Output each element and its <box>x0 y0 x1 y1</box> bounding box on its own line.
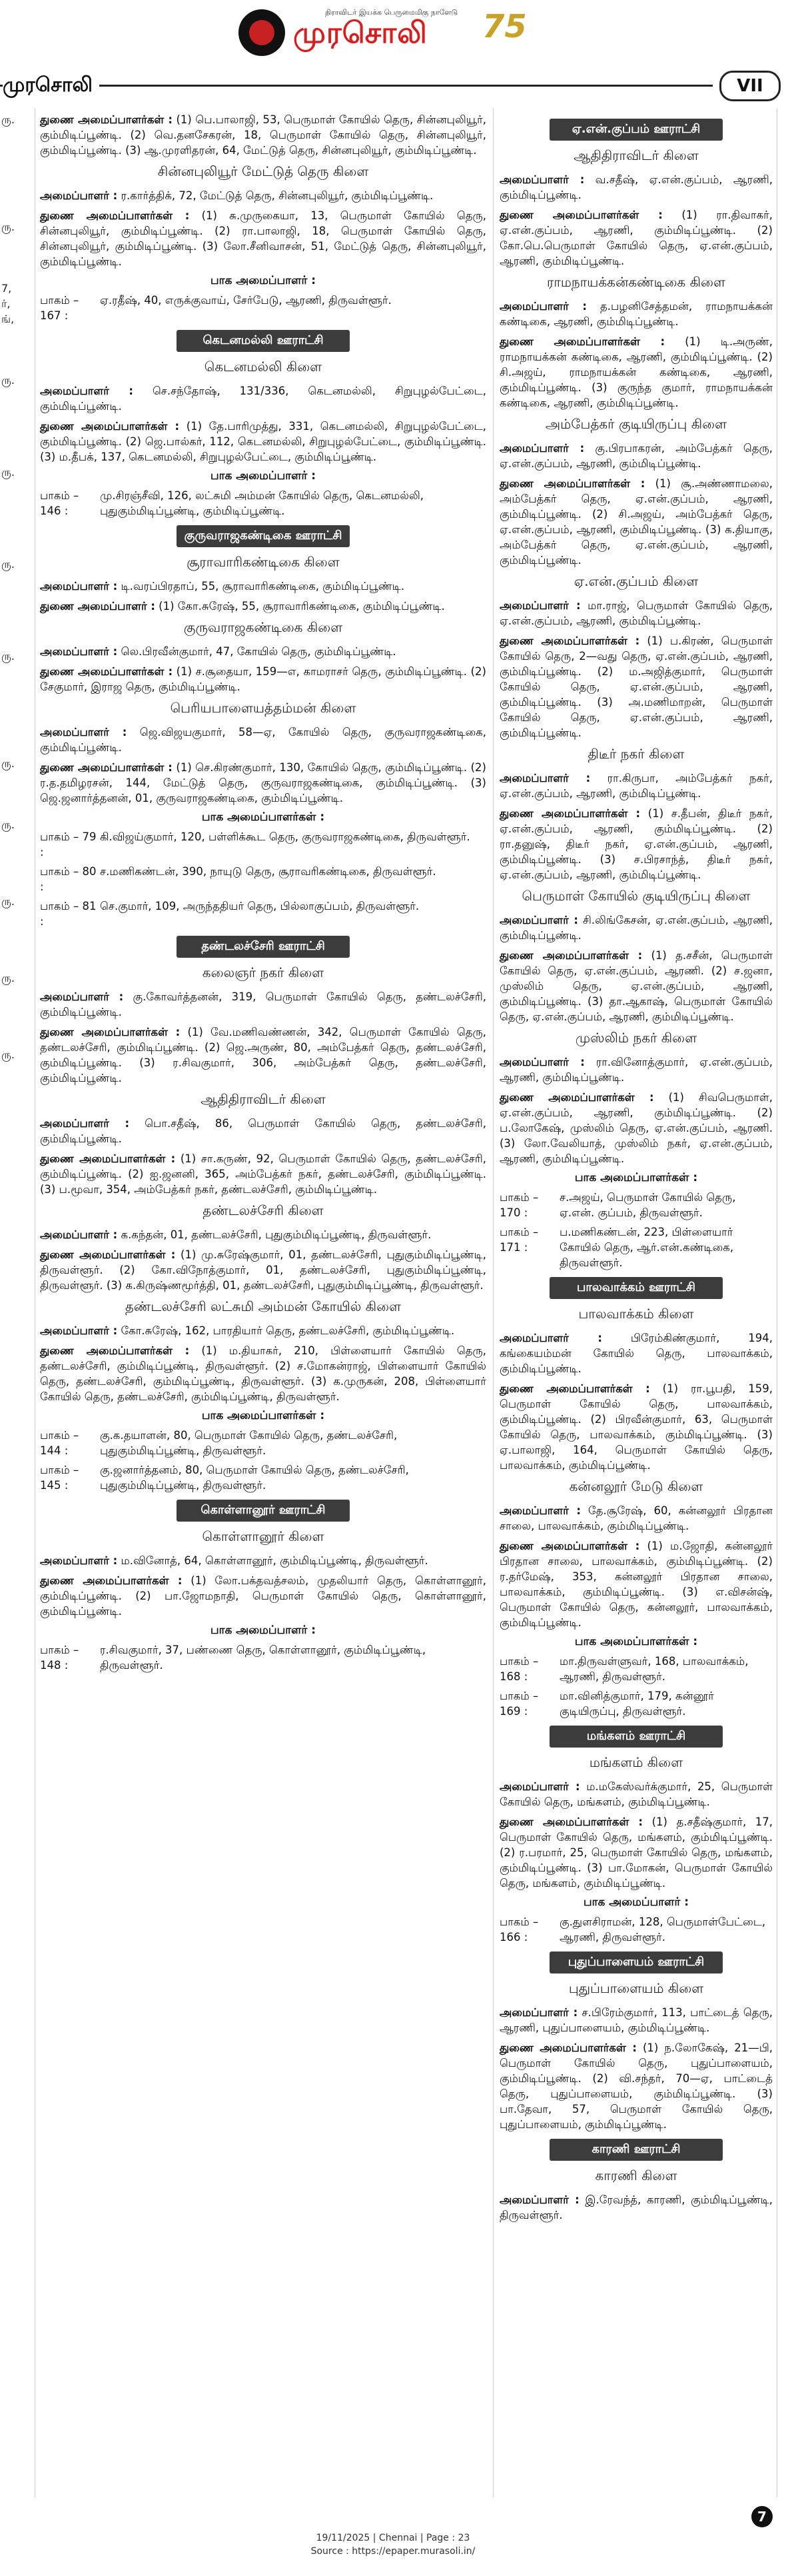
masthead <box>0 0 786 67</box>
booth-section-heading: பாக அமைப்பாளர் : <box>583 1896 689 1909</box>
member-details: செ.சந்தோஷ், 131/336, கெடனமல்லி, சிறுபுழல்பேட்டை, கும்மிடிப்பூண்டி. <box>40 385 486 413</box>
cropped-text-fragment <box>0 388 33 403</box>
rising-sun-emblem-icon <box>238 9 285 56</box>
cropped-text-fragment <box>0 419 33 434</box>
member-details: ரா.கிருபா, அம்பேத்கர் நகர், ஏ.என்.குப்பம், ஆரணி, கும்மிடிப்பூண்டி. <box>500 772 773 800</box>
role-label: துணை அமைப்பாளர்கள் : <box>500 1816 643 1828</box>
role-label: அமைப்பாளர் : <box>40 990 124 1003</box>
cropped-text-fragment <box>0 664 33 679</box>
booth-entry <box>500 1688 773 1719</box>
member-entry <box>40 1247 486 1293</box>
right-column <box>500 112 773 2227</box>
member-details: (1) ச.சூதையா, 159—எ, காமராசர் தெரு, கும்மிடிப்பூண்டி. (2) சேகுமார், இராஜ தெரு, கும்மிடிப்பூண்டி. <box>40 665 486 693</box>
cropped-text-fragment <box>0 679 33 694</box>
cropped-text-fragment <box>0 158 33 173</box>
branch-heading: ஆதிதிராவிடர் கிளை <box>574 147 699 163</box>
booth-agent-details: செ.குமார், 109, அருந்ததியர் தெரு, பில்லாகுப்பம், திருவள்ளூர். <box>100 900 420 912</box>
booth-number: பாகம் – 170 : <box>500 1191 539 1219</box>
cropped-text-fragment: ரு. <box>1 895 15 908</box>
booth-entry <box>40 864 486 894</box>
member-details: (1) சிவபெருமாள், ஏ.என்.குப்பம், ஆரணி, கும்மிடிப்பூண்டி. (2) ப.லோகேஷ், முஸ்லிம் தெரு, ஏ.என்.குப்பம், ஆரணி. (3) லோ.வேலியாத், முஸ்லிம் நகர், ஏ.என்.குப்பம், ஆரணி, கும்மிடிப்பூண்டி. <box>500 1091 773 1165</box>
cropped-text-fragment <box>0 204 33 219</box>
booth-entry <box>40 829 486 860</box>
booth-number: பாகம் – 81 : <box>40 900 97 928</box>
member-details: (1) ம.தியாகர், 210, பிள்ளையார் கோயில் தெரு, தண்டலச்சேரி, கும்மிடிப்பூண்டி, திருவள்ளூர். (2) ச.மோகன்ராஜ், பிள்ளையார் கோயில் தெரு, தண்டலச்சேரி, கும்மிடிப்பூண்டி, திருவள்ளூர். (3) க.முருகன், 208, பிள்ளையார் கோயில் தெரு, தண்டலச்சேரி, கும்மிடிப்பூண்டி, திருவள்ளூர். <box>40 1344 486 1403</box>
cropped-text-fragment <box>0 1062 33 1078</box>
cropped-text-fragment <box>0 480 33 495</box>
branch-heading: மங்களம் கிளை <box>589 1754 683 1770</box>
booth-entry <box>500 1654 773 1684</box>
role-label: அமைப்பாளர் : <box>40 1228 118 1241</box>
role-label: அமைப்பாளர் : <box>500 300 587 313</box>
member-entry <box>40 724 486 755</box>
middle-column <box>40 112 486 1677</box>
branch-heading: தண்டலச்சேரி கிளை <box>202 1202 324 1218</box>
panchayat-heading: காரணி ஊராட்சி <box>550 2139 723 2161</box>
member-details: (1) ரா.திவாகர், ஏ.என்.குப்பம், ஆரணி, கும்மிடிப்பூண்டி. (2) கோ.பெ.பெருமாள் கோயில் தெரு, ஏ.என்.குப்பம், ஆரணி, கும்மிடிப்பூண்டி. <box>500 209 773 267</box>
member-details: வ.சதீஷ், ஏ.என்.குப்பம், ஆரணி, கும்மிடிப்பூண்டி. <box>500 173 773 201</box>
role-label: துணை அமைப்பாளர்கள் : <box>40 209 190 222</box>
member-entry <box>500 948 773 1024</box>
cropped-text-fragment: ரு. <box>1 972 15 984</box>
booth-number: பாகம் – 148 : <box>40 1644 79 1672</box>
branch-heading: பெருமாள் கோயில் குடியிருப்பு கிளை <box>522 888 751 904</box>
role-label: துணை அமைப்பாளர்கள் : <box>500 1382 650 1395</box>
cropped-text-fragment: ரு. <box>1 466 15 479</box>
cropped-text-fragment <box>0 878 33 894</box>
cropped-text-fragment <box>0 694 33 710</box>
member-details: கு.பிரபாகரன், அம்பேத்கர் தெரு, ஏ.என்.குப்பம், ஆரணி, கும்மிடிப்பூண்டி. <box>500 442 773 470</box>
member-details: (1) டி.அருண், ராமநாயக்கன் கண்டிகை, ஆரணி, கும்மிடிப்பூண்டி. (2) சி.அஜய், ராமநாயக்கன் கண்டிகை, ஆரணி, கும்மிடிப்பூண்டி. (3) குருந்த குமார், ராமநாயக்கன் கண்டிகை, ஆரணி, கும்மிடிப்பூண்டி. <box>500 335 773 409</box>
role-label: அமைப்பாளர் : <box>40 1117 130 1130</box>
member-details: பொ.சதீஷ், 86, பெருமாள் கோயில் தெரு, தண்டலச்சேரி, கும்மிடிப்பூண்டி. <box>40 1117 486 1145</box>
panchayat-heading: தண்டலச்சேரி ஊராட்சி <box>177 936 350 958</box>
cropped-text-fragment: ரு. <box>1 650 15 662</box>
newspaper-logo[interactable] <box>238 7 552 60</box>
cropped-text-fragment <box>0 909 33 924</box>
branch-heading: கன்னலூர் மேடு கிளை <box>569 1478 703 1494</box>
member-details: பிரேம்கிண்குமார், 194, கங்கையம்மன் கோயில் தெரு, பாலவாக்கம், கும்மிடிப்பூண்டி. <box>500 1332 773 1375</box>
booth-agent-details: கு.ஜனார்த்தனம், 80, பெருமாள் கோயில் தெரு, தண்டலச்சேரி, புதுகும்மிடிப்பூண்டி, திருவள்ளூர். <box>100 1464 409 1492</box>
cropped-text-fragment <box>0 143 33 158</box>
cropped-text-fragment <box>0 342 33 357</box>
panchayat-heading: புதுப்பாளையம் ஊராட்சி <box>550 1951 723 1973</box>
member-entry <box>500 172 773 203</box>
member-details: (1) த.சசீன், பெருமாள் கோயில் தெரு, ஏ.என்.குப்பம், ஆரணி. (2) ச.ஜனா, முஸ்லிம் தெரு, ஏ.என்.குப்பம், ஆரணி, கும்மிடிப்பூண்டி. (3) தா.ஆகாஷ், பெருமாள் கோயில் தெரு, ஏ.என்.குப்பம், ஆரணி, கும்மிடிப்பூண்டி. <box>500 949 773 1023</box>
member-entry <box>500 1814 773 1891</box>
cropped-text-fragment: ரு. <box>1 558 15 571</box>
cropped-text-fragment: ரு. <box>1 1048 15 1061</box>
member-details: (1) கோ.சுரேஷ், 55, சூராவாரிகண்டிகை, கும்மிடிப்பூண்டி. <box>155 600 445 613</box>
member-details: (1) த.சதீஷ்குமார், 17, பெருமாள் கோயில் தெரு, மங்களம், கும்மிடிப்பூண்டி. (2) ர.பரமார், 25, பெருமாள் கோயில் தெரு, மங்களம், கும்மிடிப்பூண்டி. (3) பா.மோகன், பெருமாள் கோயில் தெரு, மங்களம், கும்மிடிப்பூண்டி. <box>500 1816 773 1890</box>
booth-section-heading: பாக அமைப்பாளர்கள் : <box>574 1171 698 1184</box>
branch-heading: ஏ.என்.குப்பம் கிளை <box>574 573 699 589</box>
member-entry <box>500 207 773 269</box>
role-label: துணை அமைப்பாளர்கள் : <box>500 949 643 962</box>
booth-section-heading: பாக அமைப்பாளர் : <box>210 469 316 483</box>
role-label: துணை அமைப்பாளர்கள் : <box>40 1026 181 1038</box>
masthead-tagline: திராவிடர் இயக்க பெருமைமிகு நாளேடு <box>325 8 458 17</box>
cropped-text-fragment <box>0 495 33 511</box>
member-details: (1) தே.பாரிமுத்து, 331, கெடனமல்லி, சிறுபுழல்பேட்டை, கும்மிடிப்பூண்டி. (2) ஜெ.பால்கர், 112, கெடனமல்லி, சிறுபுழல்பேட்டை, கும்மிடிப்பூண்டி. (3) ம.தீபக், 137, கெடனமல்லி, சிறுபுழல்பேட்டை, கும்மிடிப்பூண்டி. <box>40 420 486 463</box>
role-label: துணை அமைப்பாளர்கள் : <box>40 1248 176 1261</box>
section-rule <box>0 85 713 87</box>
role-label: அமைப்பாளர் : <box>500 442 585 455</box>
booth-agent-details: ச.மணிகண்டன், 390, நாயுடு தெரு, சூராவரிகண்டிகை, திருவள்ளூர். <box>100 865 436 878</box>
role-label: அமைப்பாளர் : <box>500 2193 580 2206</box>
left-cropped-column <box>0 112 33 1108</box>
role-label: அமைப்பாளர் : <box>40 1324 118 1337</box>
cropped-text-fragment <box>0 327 33 342</box>
role-label: அமைப்பாளர் : <box>500 772 591 784</box>
cropped-text-fragment <box>0 250 33 265</box>
member-entry <box>40 208 486 269</box>
cropped-text-fragment <box>0 572 33 587</box>
role-label: துணை அமைப்பாளர்கள் : <box>40 113 173 126</box>
member-details: தே.சூரேஷ், 60, கன்னலூர் பிரதான சாலை, பாலவாக்கம், கும்மிடிப்பூண்டி. <box>500 1504 773 1532</box>
member-entry <box>500 1054 773 1085</box>
member-entry <box>500 476 773 568</box>
member-entry <box>500 1381 773 1473</box>
booth-number: பாகம் – 145 : <box>40 1464 79 1492</box>
role-label: அமைப்பாளர் : <box>40 1554 118 1567</box>
booth-agent-details: கு.துளசிராமன், 128, பெருமாள்பேட்டை, ஆரணி, திருவள்ளூர். <box>560 1916 766 1943</box>
role-label: துணை அமைப்பாளர்கள் : <box>40 420 180 433</box>
member-entry <box>40 383 486 414</box>
branch-heading: முஸ்லிம் நகர் கிளை <box>575 1030 697 1046</box>
cropped-text-fragment <box>0 848 33 863</box>
cropped-text-fragment <box>0 1078 33 1093</box>
cropped-text-fragment <box>0 449 33 465</box>
member-entry <box>500 633 773 740</box>
booth-agent-details: ர.சிவகுமார், 37, பண்ணை தெரு, கொள்ளானூர், கும்மிடிப்பூண்டி, திருவள்ளூர். <box>100 1644 426 1672</box>
booth-number: பாகம் – 80 : <box>40 865 97 893</box>
booth-number: பாகம் – 146 : <box>40 489 79 517</box>
masthead-title: முரசொலி <box>293 16 428 50</box>
booth-number: பாகம் – 144 : <box>40 1429 79 1457</box>
cropped-text-fragment <box>0 1001 33 1016</box>
member-details: (1) ந.லோகேஷ், 21—பி, பெருமாள் கோயில் தெரு, புதுப்பாளையம், கும்மிடிப்பூண்டி. (2) வி.சந்தர், 70—ஏ, பாட்டைத் தெரு, புதுப்பாளையம், கும்மிடிப்பூண்டி. (3) பா.தேவா, 57, பெருமாள் கோயில் தெரு, புதுப்பாளையம், கும்மிடிப்பூண்டி. <box>500 2041 773 2131</box>
booth-entry <box>500 1190 773 1220</box>
cropped-text-fragment: 7, <box>1 282 12 295</box>
booth-agent-details: ஏ.ரதீஷ், 40, எருக்குவாய், சேர்பேடு, ஆரணி, திருவள்ளூர். <box>100 294 392 307</box>
cropped-text-fragment <box>0 603 33 618</box>
member-details: கு.கோவர்த்தனன், 319, பெருமாள் கோயில் தெரு, தண்டலச்சேரி, கும்மிடிப்பூண்டி. <box>40 990 486 1018</box>
member-details: (1) சா.கருண், 92, பெருமாள் கோயில் தெரு, தண்டலச்சேரி, கும்மிடிப்பூண்டி. (2) ஐ.ஜனனி, 365, அம்பேத்கர் நகர், தண்டலச்சேரி, கும்மிடிப்பூண்டி. (3) ப.மூவா, 354, அம்பேத்கர் நகர், தண்டலச்சேரி, கும்மிடிப்பூண்டி. <box>40 1152 486 1196</box>
member-details: (1) ரா.பூபதி, 159, பெருமாள் கோயில் தெரு, பாலவாக்கம், கும்மிடிப்பூண்டி. (2) பிரவீன்குமார், 63, பெருமாள் கோயில் தெரு, பாலவாக்கம், கும்மிடிப்பூண்டி. (3) ஏ.பாலாஜி, 164, பெருமாள் கோயில் தெரு, பாலவாக்கம், கும்மிடிப்பூண்டி. <box>500 1382 773 1472</box>
member-entry <box>40 419 486 465</box>
role-label: அமைப்பாளர் : <box>40 645 118 658</box>
booth-section-heading: பாக அமைப்பாளர்கள் : <box>574 1635 698 1648</box>
member-details: (1) சூ.அண்ணாமலை, அம்பேத்கர் தெரு, ஏ.என்.குப்பம், ஆரணி, கும்மிடிப்பூண்டி. (2) சி.அஜய், அம்பேத்கர் தெரு, ஏ.என்.குப்பம், ஆரணி, கும்மிடிப்பூண்டி. (3) க.தியாகு, அம்பேத்கர் தெரு, ஏ.என்.குப்பம், ஆரணி, கும்மிடிப்பூண்டி. <box>500 477 773 567</box>
panchayat-heading: ஏ.என்.குப்பம் ஊராட்சி <box>550 119 723 141</box>
role-label: அமைப்பாளர் : <box>500 1332 602 1344</box>
section-page-number: VII <box>719 71 781 101</box>
role-label: துணை அமைப்பாளர்கள் : <box>40 665 173 678</box>
panchayat-heading: கொள்ளானூர் ஊராட்சி <box>177 1500 350 1522</box>
cropped-text-fragment: ரு. <box>1 757 15 770</box>
branch-heading: குருவராஜகண்டிகை கிளை <box>183 619 343 635</box>
booth-section-heading: பாக அமைப்பாளர் : <box>210 1624 316 1637</box>
booth-section-heading: பாக அமைப்பாளர்கள் : <box>201 1409 325 1422</box>
anniversary-75-badge: 75 <box>482 8 527 45</box>
cropped-text-fragment: ர், <box>1 297 11 310</box>
member-details: கோ.சுரேஷ், 162, பாரதியார் தெரு, தண்டலச்சேரி, கும்மிடிப்பூண்டி. <box>117 1324 455 1337</box>
role-label: அமைப்பாளர் : <box>40 385 133 397</box>
cropped-text-fragment <box>0 710 33 725</box>
page-number-badge: 7 <box>751 2506 773 2527</box>
branch-heading: புதுப்பாளையம் கிளை <box>568 1980 704 1996</box>
member-entry <box>40 760 486 806</box>
booth-entry <box>40 293 486 323</box>
cropped-text-fragment <box>0 541 33 557</box>
page-footer <box>0 2533 786 2573</box>
panchayat-heading: கெடனமல்லி ஊராட்சி <box>177 330 350 352</box>
member-entry <box>500 441 773 471</box>
panchayat-heading: குருவராஜகண்டிகை ஊராட்சி <box>177 525 350 547</box>
role-label: அமைப்பாளர் : <box>500 599 581 612</box>
member-entry <box>40 579 486 594</box>
booth-entry <box>500 1914 773 1945</box>
footer-source-link[interactable]: Source : https://epaper.murasoli.in/ <box>310 2546 476 2557</box>
member-details: க.கந்தன், 01, தண்டலச்சேரி, புதுகும்மிடிப்பூண்டி, திருவள்ளூர். <box>117 1228 432 1241</box>
booth-number: பாகம் – 166 : <box>500 1916 539 1943</box>
member-details: (1) மு.சுரேஷ்குமார், 01, தண்டலச்சேரி, புதுகும்மிடிப்பூண்டி, திருவள்ளூர். (2) கோ.விநோத்குமார், 01, தண்டலச்சேரி, புதுகும்மிடிப்பூண்டி, திருவள்ளூர். (3) க.கிருஷ்ணமூர்த்தி, 01, தண்டலச்சேரி, புதுகும்மிடிப்பூண்டி, திருவள்ளூர். <box>40 1248 486 1292</box>
section-header <box>0 71 786 100</box>
member-entry <box>500 1503 773 1534</box>
section-name: முரசொலி <box>3 73 99 99</box>
booth-number: பாகம் – 171 : <box>500 1226 539 1254</box>
cropped-text-fragment <box>0 1032 33 1047</box>
cropped-text-fragment <box>0 955 33 970</box>
role-label: அமைப்பாளர் : <box>500 2006 578 2019</box>
member-details: (1) ப.கிரண், பெருமாள் கோயில் தெரு, 2—வது தெரு, ஏ.என்.குப்பம், ஆரணி, கும்மிடிப்பூண்டி. (2) ம.அஜித்குமார், பெருமாள் கோயில் தெரு, ஏ.என்.குப்பம், ஆரணி, கும்மிடிப்பூண்டி. (3) அ.மணிமாறன், பெருமாள் கோயில் தெரு, ஏ.என்.குப்பம், ஆரணி, கும்மிடிப்பூண்டி. <box>500 635 773 739</box>
cropped-text-fragment: ரு. <box>1 113 15 126</box>
role-label: துணை அமைப்பாளர்கள் : <box>500 477 645 490</box>
cropped-text-fragment <box>0 173 33 189</box>
member-details: ர.கார்த்திக், 72, மேட்டுத் தெரு, சின்னபுலியூர், கும்மிடிப்பூண்டி. <box>117 189 434 202</box>
member-details: ச.பிரேம்குமார், 113, பாட்டைத் தெரு, ஆரணி, புதுப்பாளையம், கும்மிடிப்பூண்டி. <box>500 2006 773 2034</box>
member-entry <box>500 806 773 882</box>
cropped-text-fragment <box>0 1093 33 1108</box>
cropped-text-fragment: ரு. <box>1 374 15 387</box>
member-entry <box>500 2005 773 2035</box>
branch-heading: திடீர் நகர் கிளை <box>588 746 685 762</box>
booth-entry <box>500 1224 773 1270</box>
member-entry <box>500 1538 773 1630</box>
cropped-text-fragment <box>0 986 33 1001</box>
cropped-text-fragment <box>0 740 33 756</box>
cropped-text-fragment <box>0 786 33 802</box>
member-details: (1) வே.மணிவண்ணன், 342, பெருமாள் கோயில் தெரு, தண்டலச்சேரி, கும்மிடிப்பூண்டி. (2) ஜெ.அருண், 80, அம்பேத்கர் தெரு, தண்டலச்சேரி, கும்மிடிப்பூண்டி. (3) ர.சிவகுமார், 306, அம்பேத்கர் தெரு, தண்டலச்சேரி, கும்மிடிப்பூண்டி. <box>40 1026 486 1084</box>
member-details: ம.வினோத், 64, கொள்ளானூர், கும்மிடிப்பூண்டி, திருவள்ளூர். <box>117 1554 428 1567</box>
booth-agent-details: மா.வினித்குமார், 179, கன்னூர் குடியிருப்பு, திருவள்ளூர். <box>560 1690 714 1718</box>
role-label: துணை அமைப்பாளர்கள் : <box>500 209 663 221</box>
member-entry <box>40 989 486 1020</box>
cropped-text-fragment <box>0 633 33 648</box>
cropped-text-fragment: ரு. <box>1 221 15 233</box>
booth-entry <box>40 1462 486 1493</box>
member-details: த.பழனிசேத்தமன், ராமநாயக்கன் கண்டிகை, ஆரணி, கும்மிடிப்பூண்டி. <box>500 300 773 328</box>
member-entry <box>40 1573 486 1619</box>
booth-number: பாகம் – 79 : <box>40 830 97 858</box>
role-label: துணை அமைப்பாளர்கள் : <box>500 1091 654 1104</box>
member-details: லெ.பிரவீன்குமார், 47, கோயில் தெரு, கும்மிடிப்பூண்டி. <box>117 645 396 658</box>
member-details: (1) சு.முருகையா, 13, பெருமாள் கோயில் தெரு, சின்னபுலியூர், கும்மிடிப்பூண்டி. (2) ரா.பாலாஜி, 18, பெருமாள் கோயில் தெரு, சின்னபுலியூர், கும்மிடிப்பூண்டி. (3) லோ.சீனிவாசன், 51, மேட்டுத் தெரு, சின்னபுலியூர், கும்மிடிப்பூண்டி. <box>40 209 486 268</box>
cropped-text-fragment <box>0 587 33 603</box>
member-entry <box>500 1779 773 1810</box>
branch-heading: சின்னபுலியூர் மேட்டுத் தெரு கிளை <box>157 163 369 179</box>
branch-heading: காரணி கிளை <box>595 2167 677 2183</box>
booth-entry <box>40 1642 486 1673</box>
cropped-text-fragment <box>0 526 33 541</box>
booth-entry <box>40 898 486 929</box>
member-details: (1) லோ.பக்தவத்சலம், முதலியார் தெரு, கொள்ளானூர், கும்மிடிப்பூண்டி. (2) பா.ஜோமநாதி, பெருமாள் கோயில் தெரு, கொள்ளானூர், கும்மிடிப்பூண்டி. <box>40 1574 486 1618</box>
member-entry <box>500 770 773 801</box>
footer-edition-info: 19/11/2025 | Chennai | Page : 23 <box>316 2533 470 2543</box>
branch-heading: கெடனமல்லி கிளை <box>204 359 322 375</box>
branch-heading: ராமநாயக்கன்கண்டிகை கிளை <box>547 274 725 290</box>
branch-heading: கலைஞர் நகர் கிளை <box>202 964 324 980</box>
member-entry <box>40 644 486 659</box>
cropped-text-fragment <box>0 725 33 740</box>
member-details: சி.லிங்கேசன், ஏ.என்.குப்பம், ஆரணி, கும்மிடிப்பூண்டி. <box>500 914 773 942</box>
member-entry <box>500 299 773 329</box>
member-entry <box>500 2192 773 2223</box>
branch-heading: பெரியபாளையத்தம்மன் கிளை <box>170 700 356 716</box>
member-details: ரா.வினோத்குமார், ஏ.என்.குப்பம், ஆரணி, கும்மிடிப்பூண்டி. <box>500 1056 773 1084</box>
role-label: அமைப்பாளர் : <box>500 173 585 186</box>
member-entry <box>500 2040 773 2132</box>
booth-agent-details: மு.சிரஞ்சீவி, 126, லட்சுமி அம்மன் கோயில் தெரு, கெடனமல்லி, புதுகும்மிடிப்பூண்டி, கும்மிடிப்பூண்டி. <box>100 489 424 517</box>
member-entry <box>40 1151 486 1197</box>
role-label: துணை அமைப்பாளர்கள் : <box>40 761 173 774</box>
cropped-text-fragment <box>0 511 33 526</box>
member-details: மா.ராஜ், பெருமாள் கோயில் தெரு, ஏ.என்.குப்பம், ஆரணி, கும்மிடிப்பூண்டி. <box>500 599 773 627</box>
cropped-text-fragment: ரு. <box>1 818 15 831</box>
branch-heading: பாலவாக்கம் கிளை <box>578 1306 694 1322</box>
member-entry <box>40 599 486 614</box>
cropped-text-fragment <box>0 403 33 419</box>
cropped-text-fragment <box>0 127 33 143</box>
member-entry <box>500 334 773 411</box>
role-label: அமைப்பாளர் : <box>500 914 578 926</box>
booth-agent-details: ச.அஜய், பெருமாள் கோயில் தெரு, ஏ.என். குப்பம், திருவள்ளூர். <box>560 1191 736 1219</box>
panchayat-heading: பாலவாக்கம் ஊராட்சி <box>550 1277 723 1299</box>
branch-heading: ஆதிதிராவிடர் கிளை <box>200 1091 326 1107</box>
member-entry <box>40 112 486 158</box>
member-entry <box>500 1090 773 1166</box>
cropped-text-fragment <box>0 832 33 848</box>
booth-entry <box>40 488 486 519</box>
member-details: (1) பெ.பாலாஜி, 53, பெருமாள் கோயில் தெரு, சின்னபுலியூர், கும்மிடிப்பூண்டி. (2) வெ.தனசேகரன், 18, பெருமாள் கோயில் தெரு, சின்னபுலியூர், கும்மிடிப்பூண்டி. (3) ஆ.முரளிதரன், 64, மேட்டுத் தெரு, சின்னபுலியூர், கும்மிடிப்பூண்டி. <box>40 113 486 157</box>
booth-agent-details: கு.க.தயாளன், 80, பெருமாள் கோயில் தெரு, தண்டலச்சேரி, புதுகும்மிடிப்பூண்டி, திருவள்ளூர். <box>100 1429 398 1457</box>
role-label: அமைப்பாளர் : <box>500 1780 580 1793</box>
member-entry <box>40 188 486 203</box>
member-entry <box>40 1553 486 1568</box>
member-entry <box>500 1330 773 1376</box>
role-label: துணை அமைப்பாளர்கள் : <box>500 1540 640 1552</box>
member-entry <box>40 1227 486 1242</box>
member-entry <box>40 664 486 694</box>
column-divider <box>493 108 494 2497</box>
role-label: அமைப்பாளர் : <box>40 580 118 593</box>
cropped-text-fragment <box>0 940 33 955</box>
booth-number: பாகம் – 169 : <box>500 1690 539 1718</box>
cropped-text-fragment <box>0 189 33 204</box>
member-details: ஜெ.விஜயகுமார், 58—ஏ, கோயில் தெரு, குருவராஜகண்டிகை, கும்மிடிப்பூண்டி. <box>40 726 486 754</box>
role-label: அமைப்பாளர் : <box>500 1056 585 1068</box>
cropped-text-fragment <box>0 434 33 449</box>
member-entry <box>500 598 773 629</box>
booth-number: பாகம் – 167 : <box>40 294 79 322</box>
member-details: இ.ரேவந்த், காரணி, கும்மிடிப்பூண்டி, திருவள்ளூர். <box>500 2193 773 2221</box>
member-entry <box>40 1024 486 1086</box>
role-label: அமைப்பாளர் : <box>40 189 118 202</box>
member-details: (1) செ.கிரண்குமார், 130, கோயில் தெரு, கும்மிடிப்பூண்டி. (2) ர.த.தமிழரசன், 144, மேட்டுத் தெரு, குருவராஜகண்டிகை, கும்மிடிப்பூண்டி. (3) ஜெ.ஜனார்த்தனன், 01, குருவராஜகண்டிகை, கும்மிடிப்பூண்டி. <box>40 761 486 804</box>
cropped-text-fragment <box>0 924 33 940</box>
cropped-text-fragment <box>0 265 33 281</box>
role-label: துணை அமைப்பாளர்கள் : <box>40 1574 183 1587</box>
role-label: துணை அமைப்பாளர்கள் : <box>40 1344 190 1357</box>
role-label: துணை அமைப்பாளர்கள் : <box>500 2041 637 2054</box>
role-label: துணை அமைப்பாளர்கள் : <box>40 1152 176 1165</box>
cropped-text-fragment <box>0 1016 33 1032</box>
member-entry <box>40 1116 486 1146</box>
booth-number: பாகம் – 168 : <box>500 1655 539 1683</box>
booth-section-heading: பாக அமைப்பாளர்கள் : <box>201 810 325 824</box>
branch-heading: கொள்ளானூர் கிளை <box>202 1528 324 1544</box>
cropped-text-fragment <box>0 618 33 633</box>
role-label: துணை அமைப்பாளர் : <box>40 600 155 613</box>
cropped-text-fragment <box>0 357 33 373</box>
role-label: அமைப்பாளர் : <box>40 726 127 738</box>
role-label: அமைப்பாளர் : <box>500 1504 582 1517</box>
panchayat-heading: மங்களம் ஊராட்சி <box>550 1726 723 1748</box>
cropped-text-fragment <box>0 863 33 878</box>
member-details: டி.வரப்பிரதாப், 55, சூராவாரிகண்டிகை, கும்மிடிப்பூண்டி. <box>117 580 405 593</box>
role-label: துணை அமைப்பாளர்கள் : <box>500 335 665 348</box>
branch-heading: அம்பேத்கர் குடியிருப்பு கிளை <box>545 416 727 432</box>
cropped-text-fragment: ங், <box>1 313 15 325</box>
cropped-text-fragment <box>0 771 33 786</box>
booth-agent-details: மா.திருவள்ளுவர், 168, பாலவாக்கம், ஆரணி, திருவள்ளூர். <box>560 1655 749 1683</box>
booth-section-heading: பாக அமைப்பாளர் : <box>210 274 316 287</box>
member-details: (1) ச.தீபன், திடீர் நகர், ஏ.என்.குப்பம், ஆரணி, கும்மிடிப்பூண்டி. (2) ரா.தனுஷ், திடீர் நகர், ஏ.என்.குப்பம், ஆரணி, கும்மிடிப்பூண்டி. (3) ச.பிரசாந்த், திடீர் நகர், ஏ.என்.குப்பம், ஆரணி, கும்மிடிப்பூண்டி. <box>500 807 773 881</box>
role-label: துணை அமைப்பாளர்கள் : <box>500 635 640 647</box>
booth-entry <box>40 1428 486 1458</box>
branch-heading: தண்டலச்சேரி லட்சுமி அம்மன் கோயில் கிளை <box>125 1298 402 1314</box>
booth-agent-details: ப.மணிகண்டன், 223, பிள்ளையார் கோயில் தெரு, ஆர்.என்.கண்டிகை, திருவள்ளூர். <box>560 1226 734 1269</box>
booth-agent-details: கி.விஜய்குமார், 120, பள்ளிக்கூட தெரு, குருவராஜகண்டிகை, திருவள்ளூர். <box>100 830 470 843</box>
cropped-text-fragment <box>0 802 33 817</box>
member-details: ம.மகேஸ்வர்க்குமார், 25, பெருமாள் கோயில் தெரு, மங்களம், கும்மிடிப்பூண்டி. <box>500 1780 773 1808</box>
member-entry <box>40 1343 486 1404</box>
member-details: (1) ம.ஜோதி, கன்னலூர் பிரதான சாலை, பாலவாக்கம், கும்மிடிப்பூண்டி. (2) ர.தர்மேஷ், 353, கன்னலூர் பிரதான சாலை, பாலவாக்கம், கும்மிடிப்பூண்டி. (3) எ.விசன்ஷ், பெருமாள் கோயில் தெரு, கன்னலூர், பாலவாக்கம், கும்மிடிப்பூண்டி. <box>500 1540 773 1629</box>
cropped-text-fragment <box>0 235 33 250</box>
branch-heading: சூராவாரிகண்டிகை கிளை <box>187 554 340 570</box>
member-entry <box>500 912 773 943</box>
member-entry <box>40 1323 486 1338</box>
role-label: துணை அமைப்பாளர்கள் : <box>500 807 641 820</box>
